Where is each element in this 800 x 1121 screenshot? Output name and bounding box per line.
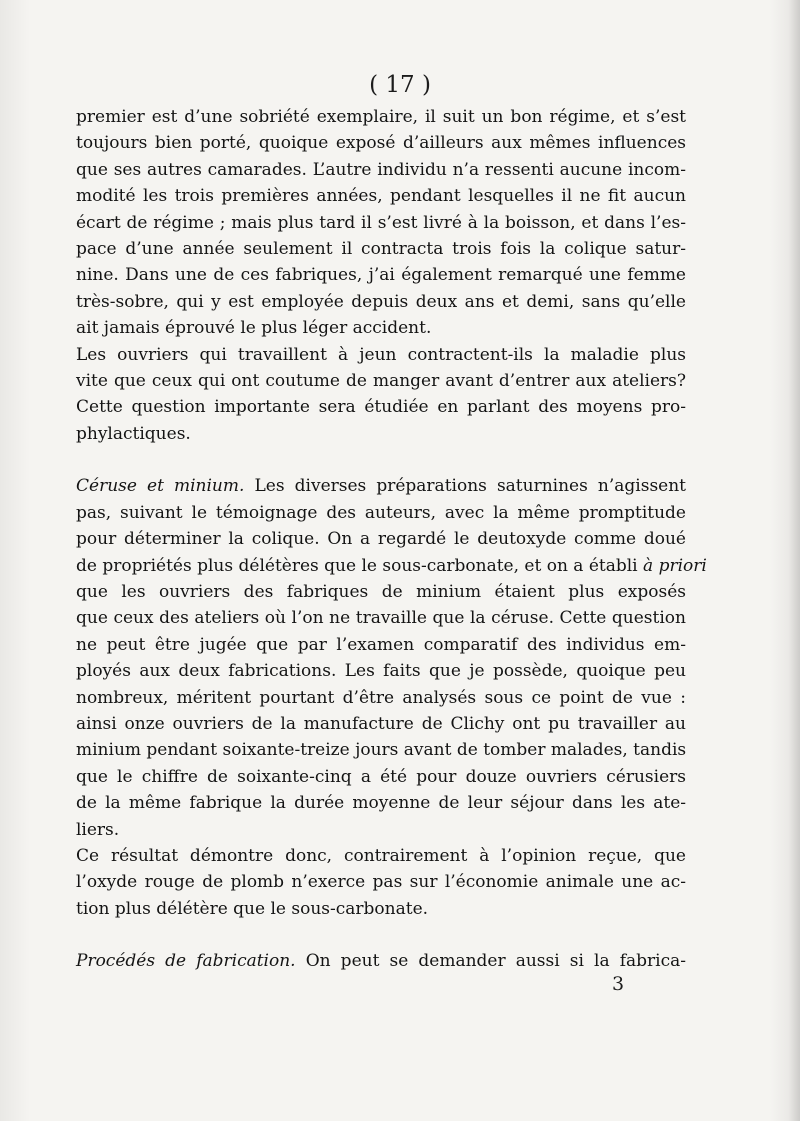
- text-line: ainsi onze ouvriers de la manufacture de Clichy ont pu travailler au: [76, 713, 686, 734]
- text-line: vite que ceux qui ont coutume de manger avant d’entrer aux ateliers?: [76, 371, 686, 392]
- text-line: pas, suivant le témoignage des auteurs, avec la même promptitude: [76, 502, 686, 523]
- section-heading: Procédés de fabrication.: [76, 951, 296, 972]
- paragraph-gap: [76, 447, 686, 473]
- text-line: modité les trois premières années, pendant lesquelles il ne fit aucun: [76, 186, 686, 207]
- text-line: Ce résultat démontre donc, contrairement à l’opinion reçue, que: [76, 845, 686, 866]
- text-line: minium pendant soixante-treize jours avant de tomber malades, tandis: [76, 740, 687, 761]
- text-line: Les ouvriers qui travaillent à jeun contractent-ils la maladie plus: [76, 344, 686, 365]
- body-text: [76, 104, 707, 975]
- text-line: que ses autres camarades. L’autre individu n’a ressenti aucune incom-: [76, 159, 686, 180]
- page-edge-shadow: [788, 0, 800, 1121]
- text-line: nombreux, méritent pourtant d’être analysés sous ce point de vue :: [76, 687, 686, 708]
- text-line: nine. Dans une de ces fabriques, j’ai également remarqué une femme: [76, 265, 686, 286]
- text-line: de la même fabrique la durée moyenne de leur séjour dans les ate-: [76, 793, 686, 814]
- page-number: ( 17 ): [369, 72, 431, 98]
- text-line: pour déterminer la colique. On a regardé le deutoxyde comme doué: [76, 529, 686, 550]
- text-line: que ceux des ateliers où l’on ne travaille que la céruse. Cette question: [76, 608, 686, 629]
- text-line: que le chiffre de soixante-cinq a été pour douze ouvriers cérusiers: [76, 766, 686, 787]
- text-line: ait jamais éprouvé le plus léger accident.: [76, 318, 432, 339]
- text-line: toujours bien porté, quoique exposé d’ailleurs aux mêmes influences: [76, 133, 686, 154]
- section-heading: Céruse et minium.: [76, 476, 245, 497]
- text-line: Procédés de fabrication. On peut se demander aussi si la fabrica-: [76, 951, 686, 972]
- text-line: ployés aux deux fabrications. Les faits que je possède, quoique peu: [76, 661, 686, 682]
- paragraph-gap: [76, 922, 686, 948]
- signature-mark: 3: [612, 973, 625, 995]
- text-line: Céruse et minium. Les diverses préparations saturnines n’agissent: [76, 476, 687, 497]
- text-line: ne peut être jugée que par l’examen comparatif des individus em-: [76, 634, 686, 655]
- text-line: tion plus délétère que le sous-carbonate.: [76, 898, 429, 919]
- text-line: l’oxyde rouge de plomb n’exerce pas sur l’économie animale une ac-: [76, 872, 686, 893]
- text-line: de propriétés plus délétères que le sous-carbonate, et on a établi à priori: [76, 555, 707, 576]
- text-line: Cette question importante sera étudiée en parlant des moyens pro-: [76, 397, 686, 418]
- text-line: écart de régime ; mais plus tard il s’est livré à la boisson, et dans l’es-: [76, 212, 686, 233]
- italic-phrase: à priori: [643, 555, 707, 576]
- text-line: liers.: [76, 819, 120, 840]
- text-line: phylactiques.: [76, 423, 191, 444]
- text-line: que les ouvriers des fabriques de minium étaient plus exposés: [76, 581, 686, 602]
- text-line: très-sobre, qui y est employée depuis deux ans et demi, sans qu’elle: [76, 291, 686, 312]
- text-line: pace d’une année seulement il contracta trois fois la colique satur-: [76, 239, 686, 260]
- text-line: premier est d’une sobriété exemplaire, il suit un bon régime, et s’est: [76, 107, 686, 127]
